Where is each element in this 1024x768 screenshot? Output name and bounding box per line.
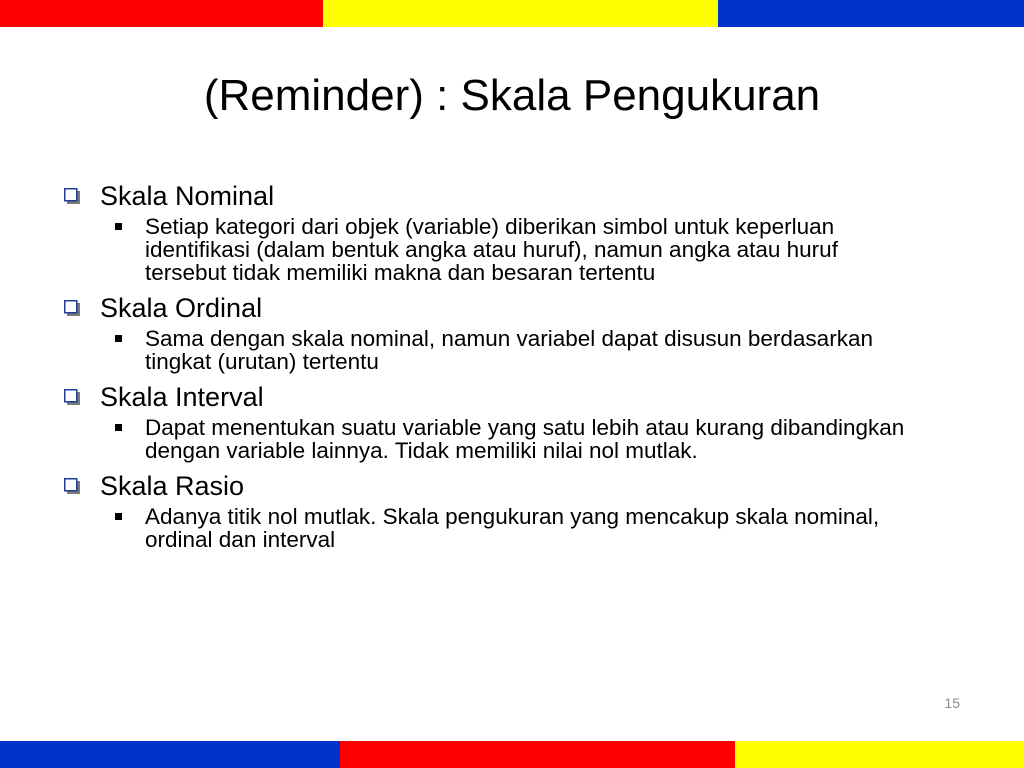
item-detail: Dapat menentukan suatu variable yang satu lebih atau kurang dibandingkan dengan variable lainnya. Tidak memiliki nilai nol mutlak. bbox=[145, 415, 905, 463]
bottom-color-band bbox=[0, 741, 1024, 768]
item-detail: Sama dengan skala nominal, namun variabel dapat disusun berdasarkan tingkat (urutan) tertentu bbox=[145, 326, 873, 374]
square-bullet-icon bbox=[115, 416, 145, 462]
top-band-blue bbox=[718, 0, 1024, 27]
top-color-band bbox=[0, 0, 1024, 27]
bottom-band-red bbox=[340, 741, 735, 768]
item-detail: Setiap kategori dari objek (variable) diberikan simbol untuk keperluan identifikasi (dalam bentuk angka atau huruf), namun angka atau huruf tersebut tidak memiliki makna dan besaran tertentu bbox=[145, 214, 838, 285]
bottom-band-blue bbox=[0, 741, 340, 768]
top-band-red bbox=[0, 0, 323, 27]
checkbox-bullet-icon bbox=[64, 381, 80, 413]
list-item-rasio bbox=[64, 470, 944, 551]
square-bullet-icon bbox=[115, 215, 145, 284]
item-detail: Adanya titik nol mutlak. Skala pengukuran yang mencakup skala nominal, ordinal dan interval bbox=[145, 504, 880, 552]
checkbox-bullet-icon bbox=[64, 292, 80, 324]
top-band-yellow bbox=[323, 0, 718, 27]
item-label: Skala Interval bbox=[100, 382, 264, 412]
slide-content bbox=[64, 180, 944, 559]
checkbox-bullet-icon bbox=[64, 180, 80, 212]
item-label: Skala Nominal bbox=[100, 181, 275, 211]
square-bullet-icon bbox=[115, 327, 145, 373]
checkbox-bullet-icon bbox=[64, 470, 80, 502]
item-label: Skala Rasio bbox=[100, 471, 245, 501]
list-item-nominal bbox=[64, 180, 944, 284]
bottom-band-yellow bbox=[735, 741, 1024, 768]
page-number: 15 bbox=[944, 695, 960, 711]
item-label: Skala Ordinal bbox=[100, 293, 263, 323]
square-bullet-icon bbox=[115, 505, 145, 551]
list-item-ordinal bbox=[64, 292, 944, 373]
slide-title: (Reminder) : Skala Pengukuran bbox=[203, 71, 821, 120]
list-item-interval bbox=[64, 381, 944, 462]
